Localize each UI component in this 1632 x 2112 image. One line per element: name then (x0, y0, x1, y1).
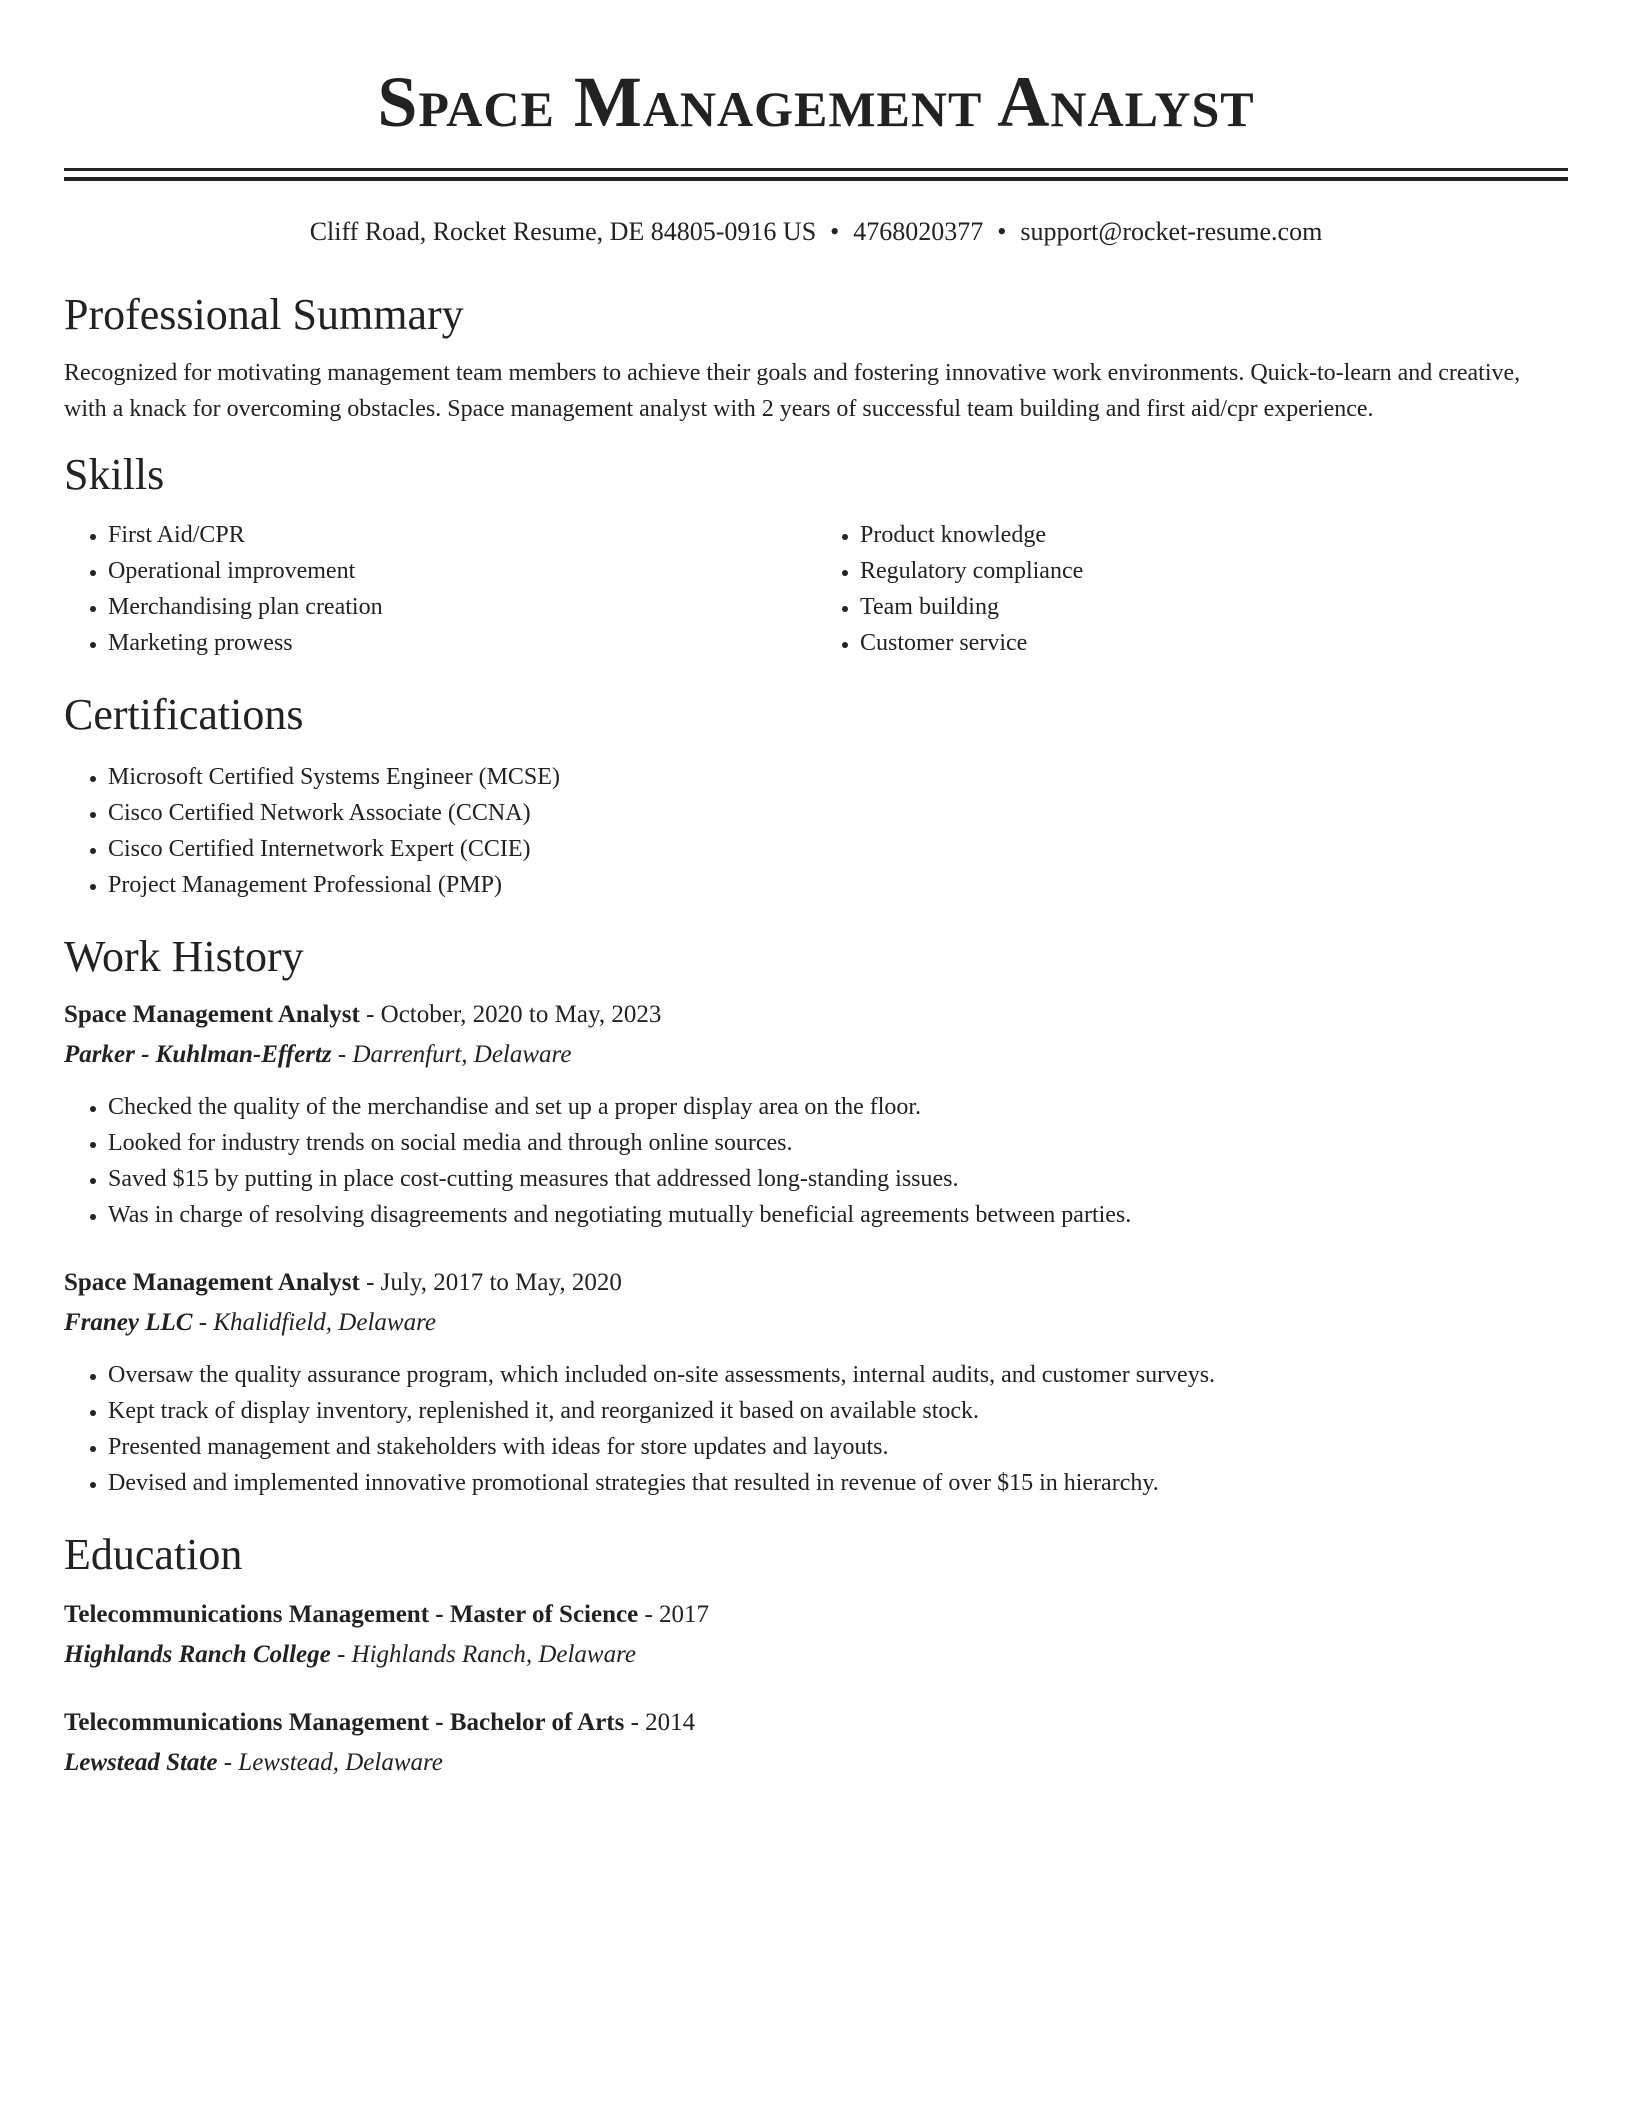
job-title: Space Management Analyst (64, 1001, 360, 1028)
skills-list-left (64, 517, 816, 661)
skill-item: • Team building (860, 589, 1568, 625)
job-location: - Khalidfield, Delaware (192, 1309, 436, 1336)
resume-page (64, 0, 1568, 1783)
skill-item: • First Aid/CPR (108, 517, 816, 553)
header-rule-bottom (64, 177, 1568, 181)
education-heading: Education (64, 1530, 243, 1579)
job-bullet: • Devised and implemented innovative promotional strategies that resulted in revenue of over $15 in hierarchy. (108, 1465, 1568, 1501)
summary-heading: Professional Summary (64, 290, 464, 339)
school-location: - Highlands Ranch, Delaware (330, 1641, 637, 1668)
job-title-line (64, 995, 1568, 1035)
skill-item: • Marketing prowess (108, 625, 816, 661)
skill-item: • Merchandising plan creation (108, 589, 816, 625)
header-rule-top (64, 168, 1568, 171)
job-bullet: • Presented management and stakeholders with ideas for store updates and layouts. (108, 1429, 1568, 1465)
contact-email: support@rocket-resume.com (1020, 217, 1323, 246)
skill-item: • Product knowledge (860, 517, 1568, 553)
degree-year: - 2017 (638, 1601, 710, 1628)
degree-line (64, 1703, 1568, 1743)
school: Highlands Ranch College (64, 1641, 331, 1668)
skills-heading: Skills (64, 450, 165, 499)
degree: Telecommunications Management - Bachelor of Arts (64, 1709, 625, 1736)
school-location: - Lewstead, Delaware (217, 1749, 443, 1776)
education-entry-2 (64, 1703, 1568, 1783)
certification-item: • Cisco Certified Network Associate (CCNA) (108, 795, 1568, 831)
job-company-line (64, 1303, 1568, 1343)
contact-phone: 4768020377 (853, 217, 984, 246)
job-entry-1 (64, 995, 1568, 1075)
resume-title: Space Management Analyst (377, 62, 1255, 142)
contact-separator: • (997, 217, 1007, 246)
school: Lewstead State (64, 1749, 218, 1776)
education-entry-1 (64, 1595, 1568, 1675)
certification-item: • Project Management Professional (PMP) (108, 867, 1568, 903)
job-title: Space Management Analyst (64, 1269, 360, 1296)
certifications-heading: Certifications (64, 690, 304, 739)
degree-year: - 2014 (624, 1709, 696, 1736)
job-bullets-1 (64, 1089, 1568, 1233)
certifications-list (64, 759, 1568, 903)
degree: Telecommunications Management - Master of Science (64, 1601, 639, 1628)
job-bullet: • Kept track of display inventory, replenished it, and reorganized it based on available stock. (108, 1393, 1568, 1429)
school-line (64, 1635, 1568, 1675)
job-location: - Darrenfurt, Delaware (331, 1041, 572, 1068)
skill-item: • Customer service (860, 625, 1568, 661)
contact-separator: • (830, 217, 840, 246)
certification-item: • Microsoft Certified Systems Engineer (MCSE) (108, 759, 1568, 795)
certification-item: • Cisco Certified Internetwork Expert (CCIE) (108, 831, 1568, 867)
skills-columns (64, 517, 1568, 661)
job-bullet: • Oversaw the quality assurance program, which included on-site assessments, internal audits, and customer surveys. (108, 1357, 1568, 1393)
job-bullets-2 (64, 1357, 1568, 1501)
job-bullet: • Saved $15 by putting in place cost-cutting measures that addressed long-standing issues. (108, 1161, 1568, 1197)
skill-item: • Regulatory compliance (860, 553, 1568, 589)
job-title-line (64, 1263, 1568, 1303)
job-bullet: • Checked the quality of the merchandise and set up a proper display area on the floor. (108, 1089, 1568, 1125)
contact-address: Cliff Road, Rocket Resume, DE 84805-0916 US (309, 217, 817, 246)
job-entry-2 (64, 1263, 1568, 1343)
job-company: Franey LLC (64, 1309, 193, 1336)
contact-line (64, 215, 1568, 249)
skill-item: • Operational improvement (108, 553, 816, 589)
job-company: Parker - Kuhlman-Effertz (64, 1041, 332, 1068)
job-company-line (64, 1035, 1568, 1075)
job-bullet: • Was in charge of resolving disagreements and negotiating mutually beneficial agreements between parties. (108, 1197, 1568, 1233)
job-dates: - October, 2020 to May, 2023 (359, 1001, 662, 1028)
degree-line (64, 1595, 1568, 1635)
job-bullet: • Looked for industry trends on social media and through online sources. (108, 1125, 1568, 1161)
school-line (64, 1743, 1568, 1783)
summary-text: Recognized for motivating management team members to achieve their goals and fostering innovative work environments. Quick-to-learn and creative, with a knack for overcoming obstacles. Space management analyst with 2 years of successful team building and first aid/cpr experience. (64, 360, 1521, 422)
skills-list-right (816, 517, 1568, 661)
job-dates: - July, 2017 to May, 2020 (359, 1269, 622, 1296)
work-history-heading: Work History (64, 932, 304, 981)
